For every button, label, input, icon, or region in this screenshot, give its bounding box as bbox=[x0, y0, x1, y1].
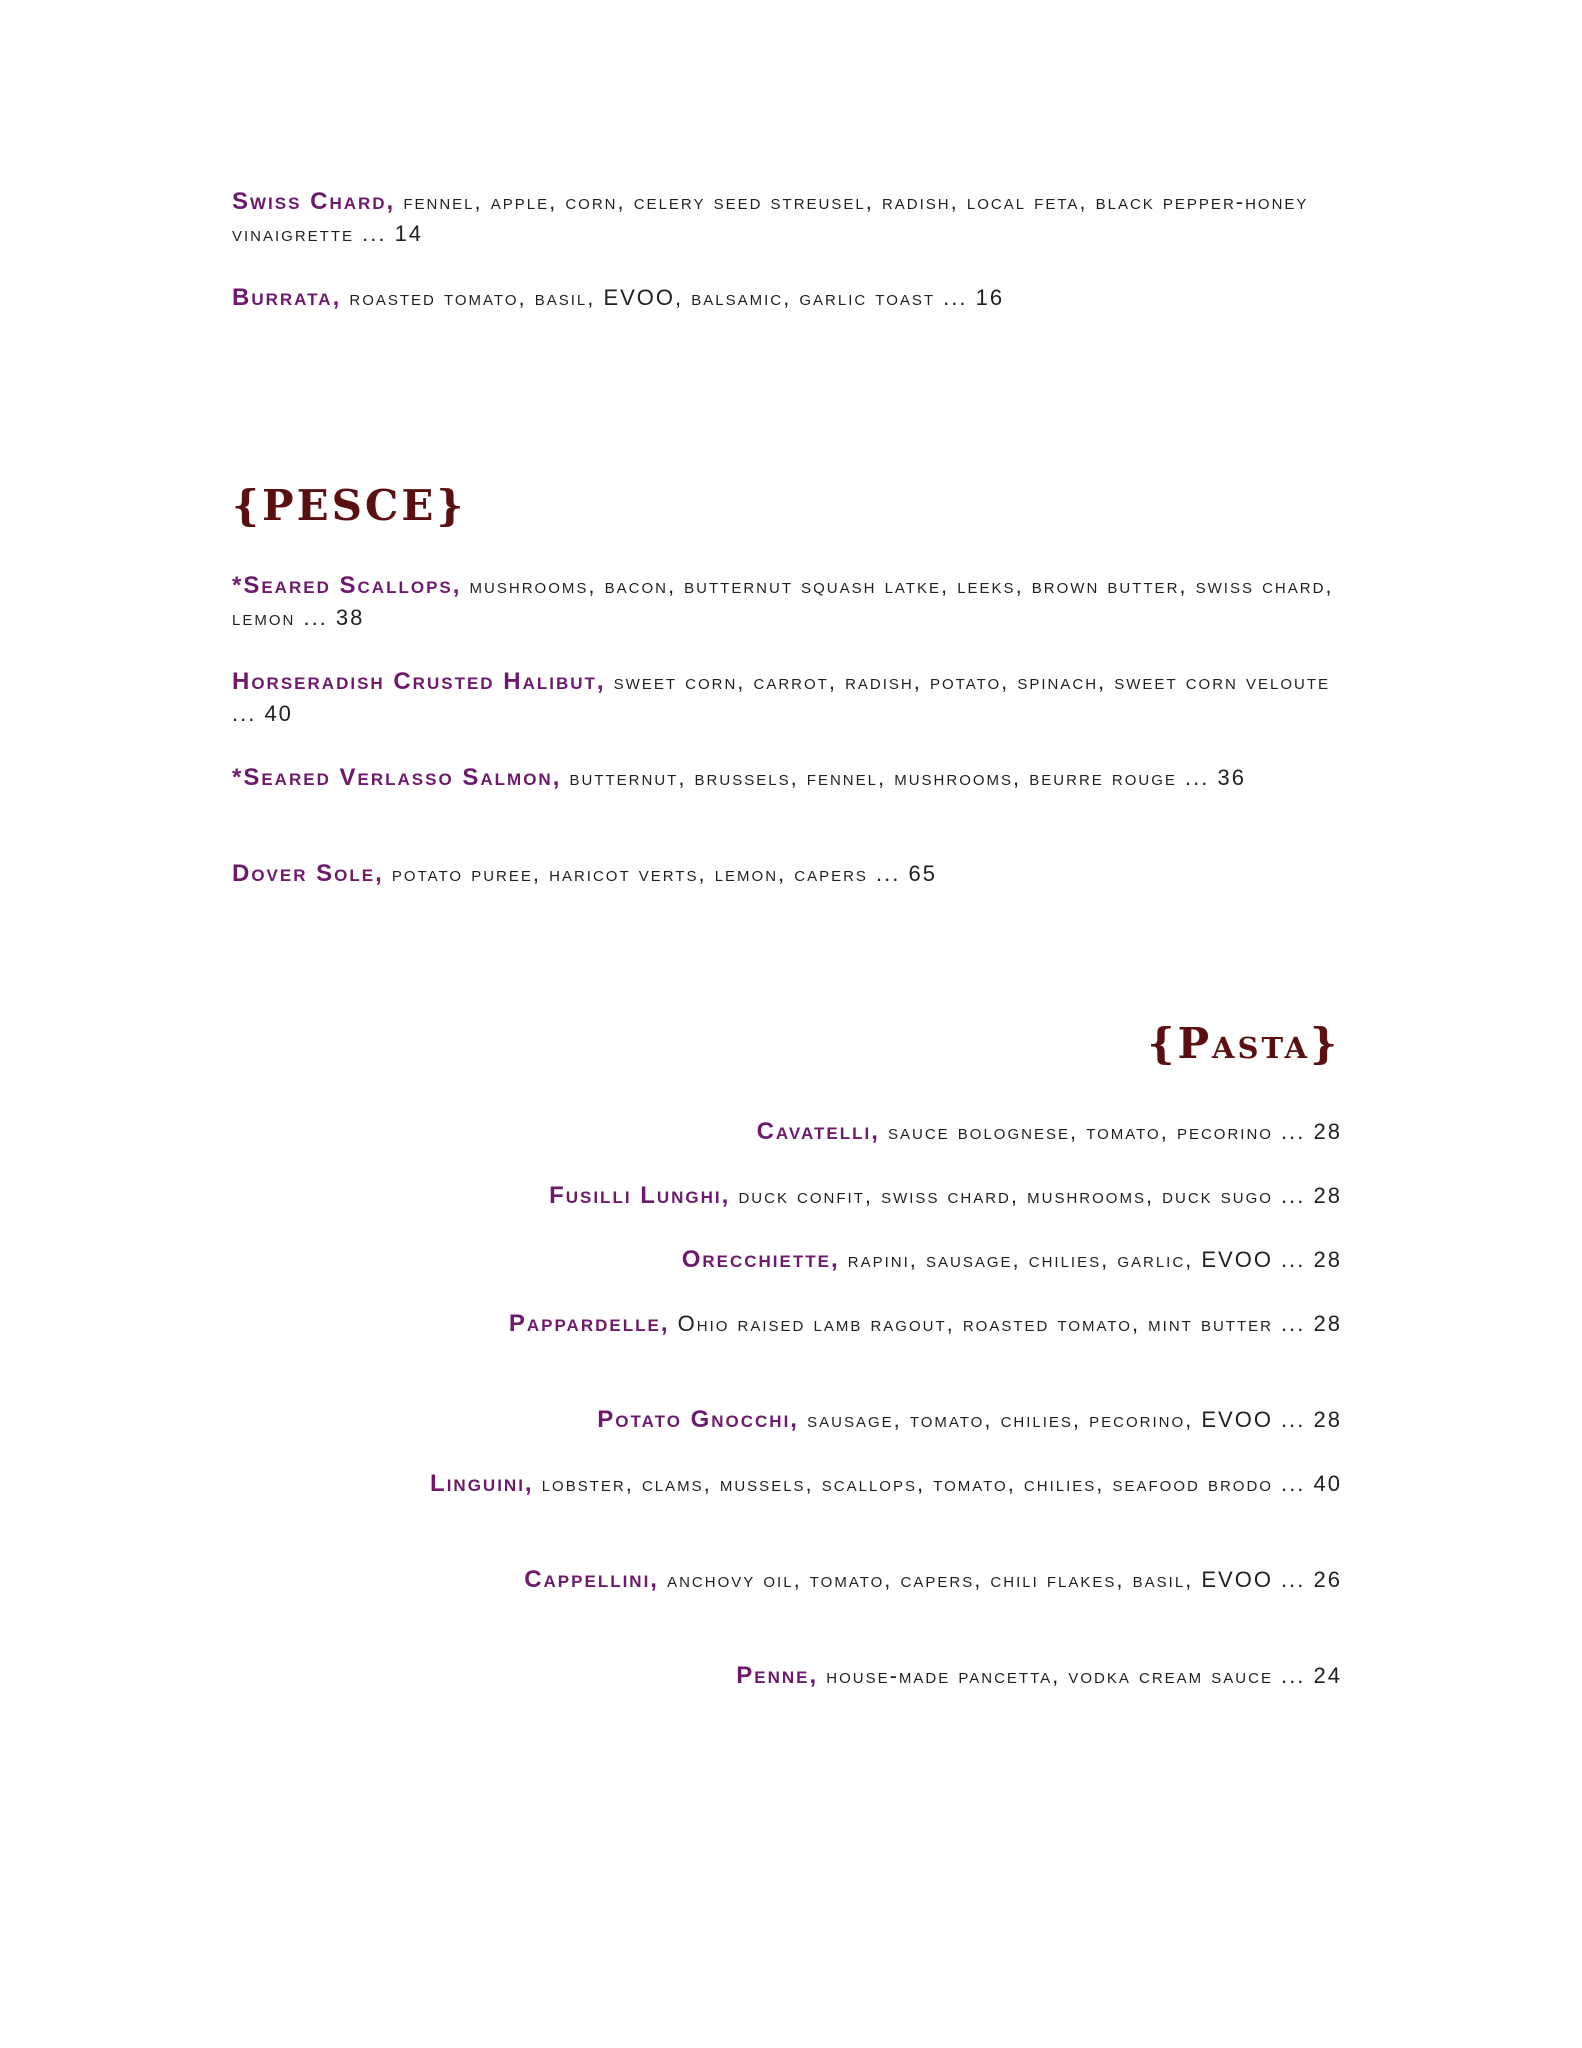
menu-item-halibut bbox=[232, 666, 1342, 730]
menu-item-linguini bbox=[380, 1468, 1342, 1500]
item-name: Linguini, bbox=[430, 1470, 534, 1497]
item-description: duck confit, swiss chard, mushrooms, duck sugo ... 28 bbox=[730, 1183, 1342, 1208]
item-name: Penne, bbox=[736, 1662, 819, 1689]
item-description: roasted tomato, basil, EVOO, balsamic, garlic toast ... 16 bbox=[341, 285, 1005, 310]
item-description: sauce bolognese, tomato, pecorino ... 28 bbox=[879, 1119, 1342, 1144]
menu-item-cappellini bbox=[460, 1564, 1342, 1596]
menu-item-dover-sole bbox=[232, 858, 1342, 890]
menu-item-potato-gnocchi bbox=[232, 1404, 1342, 1436]
menu-item-orecchiette bbox=[232, 1244, 1342, 1276]
menu-item-seared-scallops bbox=[232, 570, 1342, 634]
item-description: potato puree, haricot verts, lemon, capers ... 65 bbox=[383, 861, 937, 886]
menu-item-pappardelle bbox=[460, 1308, 1342, 1340]
item-description: mushrooms, bacon, butternut squash latke, leeks, brown butter, swiss chard, lemon ... 38 bbox=[232, 573, 1334, 630]
section-heading-pesce: {PESCE} bbox=[232, 481, 467, 530]
menu-item-penne bbox=[232, 1660, 1342, 1692]
item-description: rapini, sausage, chilies, garlic, EVOO ... 28 bbox=[839, 1247, 1342, 1272]
menu-item-burrata bbox=[232, 282, 1342, 314]
item-description: house-made pancetta, vodka cream sauce ... 24 bbox=[818, 1663, 1342, 1688]
item-description: anchovy oil, tomato, capers, chili flakes, basil, EVOO ... 26 bbox=[658, 1567, 1342, 1592]
item-name: Cavatelli, bbox=[756, 1118, 880, 1145]
item-description: fennel, apple, corn, celery seed streusel, radish, local feta, black pepper-honey vinaigrette ... 14 bbox=[232, 189, 1309, 246]
item-name: Horseradish Crusted Halibut, bbox=[232, 668, 606, 695]
menu-item-cavatelli bbox=[232, 1116, 1342, 1148]
item-name: Fusilli Lunghi, bbox=[549, 1182, 731, 1209]
item-description: lobster, clams, mussels, scallops, tomato, chilies, seafood brodo ... 40 bbox=[533, 1471, 1342, 1496]
item-name: Burrata, bbox=[232, 284, 342, 311]
item-name: *Seared Scallops, bbox=[232, 572, 462, 599]
item-description: sausage, tomato, chilies, pecorino, EVOO ... 28 bbox=[798, 1407, 1342, 1432]
item-name: Dover Sole, bbox=[232, 860, 384, 887]
section-heading-pasta: {Pasta} bbox=[1147, 1019, 1340, 1068]
item-name: Potato Gnocchi, bbox=[597, 1406, 799, 1433]
item-name: Pappardelle, bbox=[508, 1310, 670, 1337]
menu-item-swiss-chard bbox=[232, 186, 1342, 250]
item-name: Swiss Chard, bbox=[232, 188, 396, 215]
item-description: butternut, brussels, fennel, mushrooms, beurre rouge ... 36 bbox=[561, 765, 1246, 790]
item-name: Cappellini, bbox=[524, 1566, 659, 1593]
menu-item-fusilli-lunghi bbox=[232, 1180, 1342, 1212]
menu-item-salmon bbox=[232, 762, 1342, 794]
item-name: Orecchiette, bbox=[681, 1246, 840, 1273]
item-name: *Seared Verlasso Salmon, bbox=[232, 764, 562, 791]
item-description: sweet corn, carrot, radish, potato, spinach, sweet corn veloute ... 40 bbox=[232, 669, 1331, 726]
item-description: Ohio raised lamb ragout, roasted tomato, mint butter ... 28 bbox=[669, 1311, 1342, 1336]
